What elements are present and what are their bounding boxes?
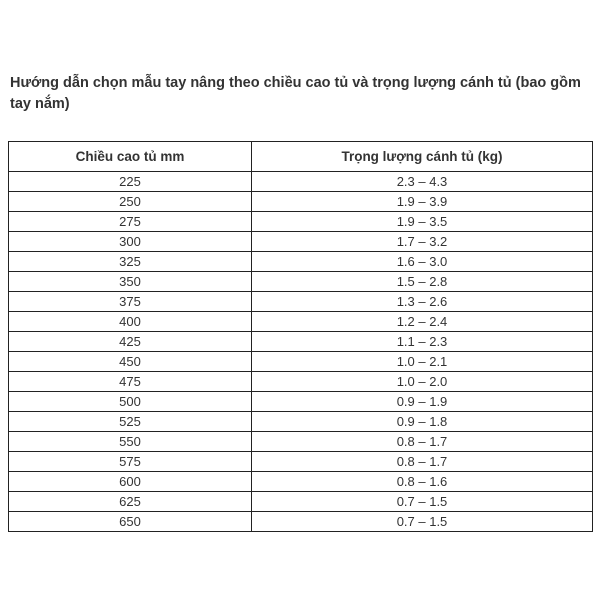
door-weight-cell: 0.8 – 1.6 bbox=[252, 472, 593, 492]
table-row bbox=[9, 232, 593, 252]
cabinet-height-cell: 550 bbox=[9, 432, 252, 452]
door-weight-cell: 0.8 – 1.7 bbox=[252, 432, 593, 452]
cabinet-height-cell: 525 bbox=[9, 412, 252, 432]
table-row bbox=[9, 372, 593, 392]
table-row bbox=[9, 352, 593, 372]
table-row bbox=[9, 212, 593, 232]
door-weight-cell: 1.5 – 2.8 bbox=[252, 272, 593, 292]
table-row bbox=[9, 452, 593, 472]
door-weight-cell: 1.3 – 2.6 bbox=[252, 292, 593, 312]
cabinet-height-cell: 225 bbox=[9, 172, 252, 192]
cabinet-height-cell: 350 bbox=[9, 272, 252, 292]
door-weight-cell: 1.0 – 2.0 bbox=[252, 372, 593, 392]
table-row bbox=[9, 192, 593, 212]
cabinet-height-cell: 375 bbox=[9, 292, 252, 312]
table-row bbox=[9, 252, 593, 272]
table-row bbox=[9, 472, 593, 492]
door-weight-cell: 0.7 – 1.5 bbox=[252, 512, 593, 532]
cabinet-height-cell: 575 bbox=[9, 452, 252, 472]
cabinet-height-cell: 600 bbox=[9, 472, 252, 492]
door-weight-cell: 2.3 – 4.3 bbox=[252, 172, 593, 192]
cabinet-height-cell: 425 bbox=[9, 332, 252, 352]
cabinet-height-cell: 325 bbox=[9, 252, 252, 272]
table-row bbox=[9, 412, 593, 432]
table-row bbox=[9, 392, 593, 412]
cabinet-height-cell: 300 bbox=[9, 232, 252, 252]
cabinet-height-cell: 250 bbox=[9, 192, 252, 212]
door-weight-cell: 1.9 – 3.9 bbox=[252, 192, 593, 212]
cabinet-height-cell: 400 bbox=[9, 312, 252, 332]
cabinet-height-cell: 625 bbox=[9, 492, 252, 512]
table-row bbox=[9, 312, 593, 332]
table-row bbox=[9, 272, 593, 292]
column-header-door-weight: Trọng lượng cánh tủ (kg) bbox=[252, 142, 593, 172]
door-weight-cell: 1.2 – 2.4 bbox=[252, 312, 593, 332]
table-row bbox=[9, 332, 593, 352]
door-weight-cell: 1.1 – 2.3 bbox=[252, 332, 593, 352]
door-weight-cell: 0.9 – 1.9 bbox=[252, 392, 593, 412]
cabinet-height-cell: 650 bbox=[9, 512, 252, 532]
table-row bbox=[9, 432, 593, 452]
table-row bbox=[9, 172, 593, 192]
table-header-row bbox=[9, 142, 593, 172]
column-header-cabinet-height: Chiều cao tủ mm bbox=[9, 142, 252, 172]
table-row bbox=[9, 512, 593, 532]
cabinet-height-cell: 450 bbox=[9, 352, 252, 372]
table-row bbox=[9, 492, 593, 512]
door-weight-cell: 0.8 – 1.7 bbox=[252, 452, 593, 472]
page-heading: Hướng dẫn chọn mẫu tay nâng theo chiều cao tủ và trọng lượng cánh tủ (bao gồm tay nắm) bbox=[10, 75, 581, 112]
spec-table bbox=[8, 141, 593, 532]
door-weight-cell: 1.0 – 2.1 bbox=[252, 352, 593, 372]
door-weight-cell: 1.7 – 3.2 bbox=[252, 232, 593, 252]
door-weight-cell: 1.9 – 3.5 bbox=[252, 212, 593, 232]
door-weight-cell: 1.6 – 3.0 bbox=[252, 252, 593, 272]
cabinet-height-cell: 275 bbox=[9, 212, 252, 232]
table-row bbox=[9, 292, 593, 312]
door-weight-cell: 0.7 – 1.5 bbox=[252, 492, 593, 512]
door-weight-cell: 0.9 – 1.8 bbox=[252, 412, 593, 432]
cabinet-height-cell: 475 bbox=[9, 372, 252, 392]
cabinet-height-cell: 500 bbox=[9, 392, 252, 412]
